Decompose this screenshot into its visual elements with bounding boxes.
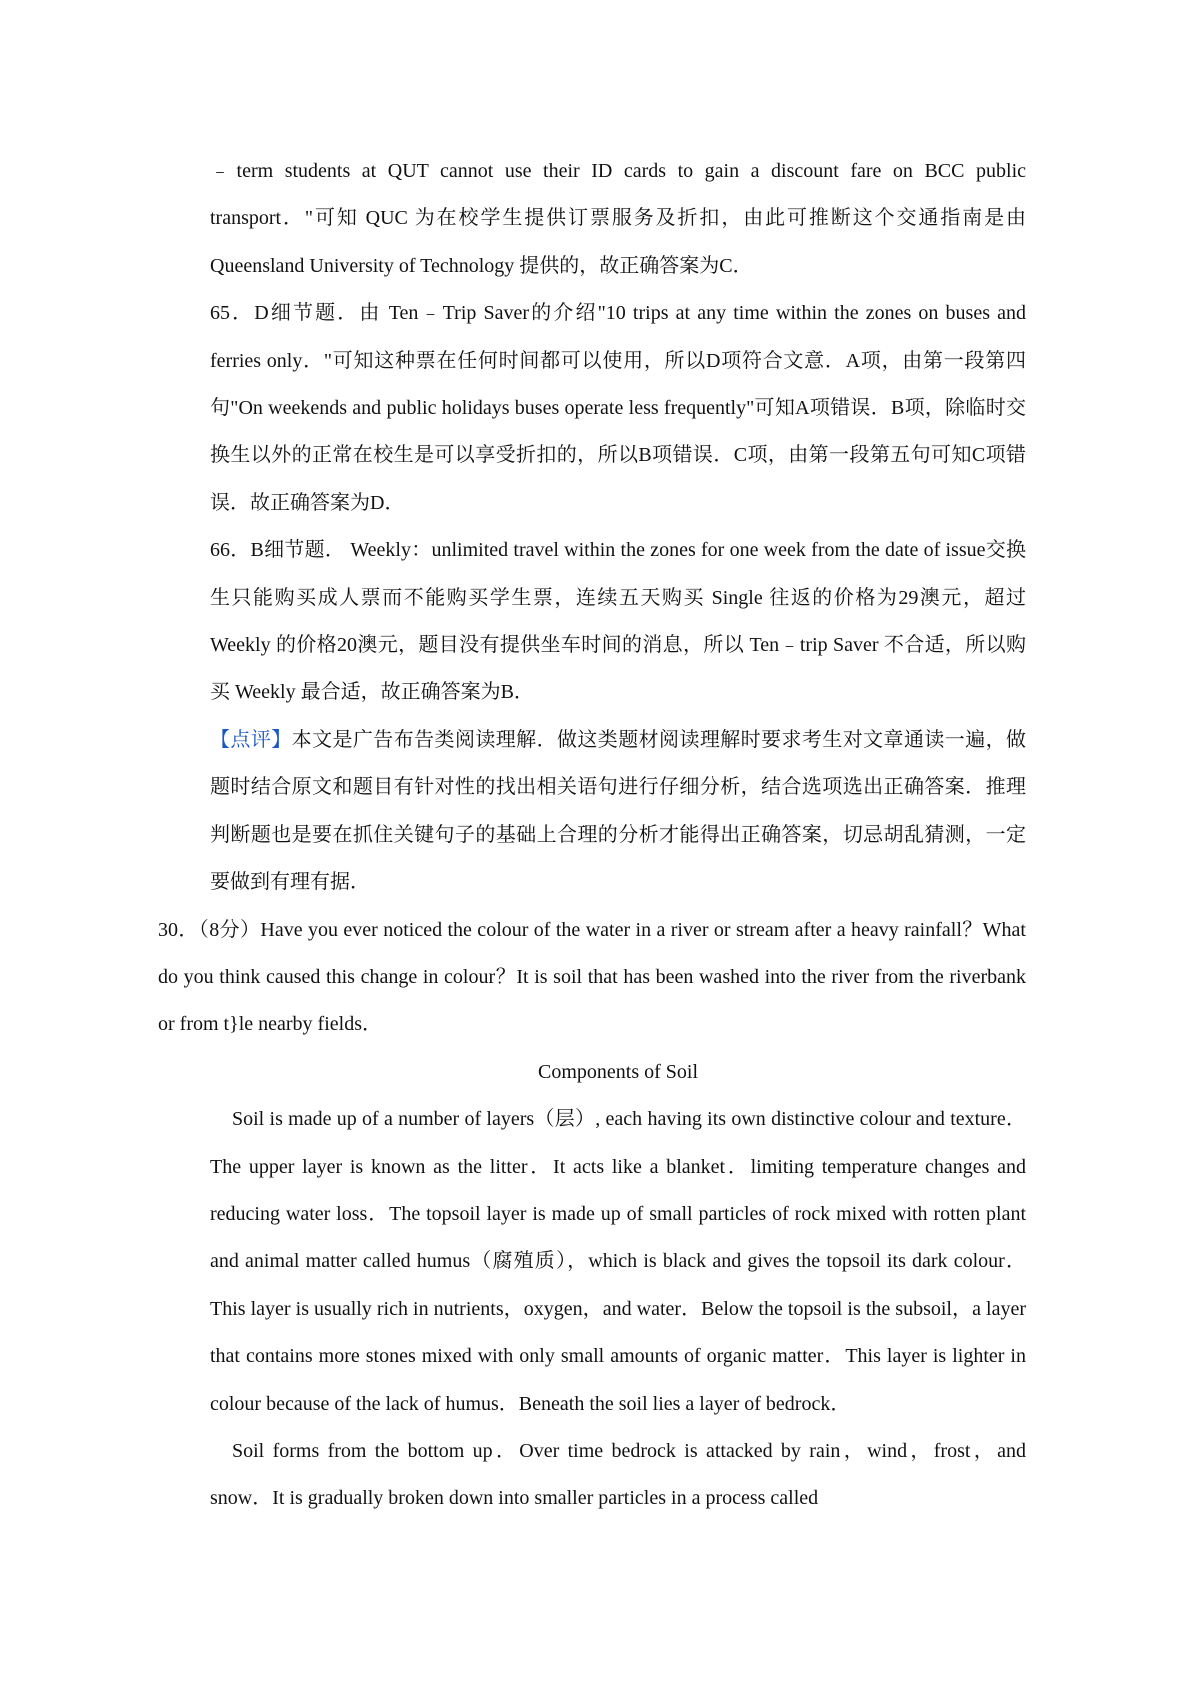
paragraph-continuation: ﹣term students at QUT cannot use their ID cards to gain a discount fare on BCC public transport．"可知 QUC 为在校学生提供订票服务及折扣，由此可推断这个交通指南是由 Queensland University of Technology 提供的，故正确答案为C． [210,160,1026,277]
comment-text: 本文是广告布告类阅读理解．做这类题材阅读理解时要求考生对文章通读一遍，做题时结合原文和题目有针对性的找出相关语句进行仔细分析，结合选项选出正确答案．推理判断题也是要在抓住关键句子的基础上合理的分析才能得出正确答案，切忌胡乱猜测，一定要做到有理有据． [210,728,1027,894]
passage-paragraph-1: Soil is made up of a number of layers（层）, each having its own distinctive colour and texture．The upper layer is known as the litter．It acts like a blanket．limiting temperature changes and reducing water loss．The topsoil layer is made up of small particles of rock mixed with rotten plant and animal matter called humus（腐殖质），which is black and gives the topsoil its dark colour．This layer is usually rich in nutrients，oxygen，and water．Below the topsoil is the subsoil，a layer that contains more stones mixed with only small amounts of organic matter．This layer is lighter in colour because of the lack of humus．Beneath the soil lies a layer of bedrock． [210,1108,1026,1415]
comment-paragraph [210,717,1026,907]
comment-label: 【点评】 [210,728,292,751]
answer-66: 66．B细节题． Weekly：unlimited travel within the zones for one week from the date of issue交换生只能购买成人票而不能购买学生票，连续五天购买 Single 往返的价格为29澳元，超过 Weekly 的价格20澳元，题目没有提供坐车时间的消息，所以 Ten﹣trip Saver 不合适，所以购买 Weekly 最合适，故正确答案为B． [210,539,1026,704]
document-body [158,148,1027,1523]
passage-paragraph-2: Soil forms from the bottom up．Over time bedrock is attacked by rain，wind，frost，and snow．It is gradually broken down into smaller particles in a process called [210,1439,1026,1510]
answer-65: 65．D细节题．由 Ten﹣Trip Saver的介绍"10 trips at any time within the zones on buses and ferries only．"可知这种票在任何时间都可以使用，所以D项符合文意．A项，由第一段第四句"On weekends and public holidays buses operate less frequently"可知A项错误．B项，除临时交换生以外的正常在校生是可以享受折扣的，所以B项错误．C项，由第一段第五句可知C项错误．故正确答案为D． [210,302,1026,514]
question-30-intro: 30．（8分）Have you ever noticed the colour of the water in a river or stream after a heavy rainfall？What do you think caused this change in colour？It is soil that has been washed into the river from the riverbank or from t}le nearby fields． [158,918,1026,1036]
passage-title: Components of Soil [537,1060,698,1083]
